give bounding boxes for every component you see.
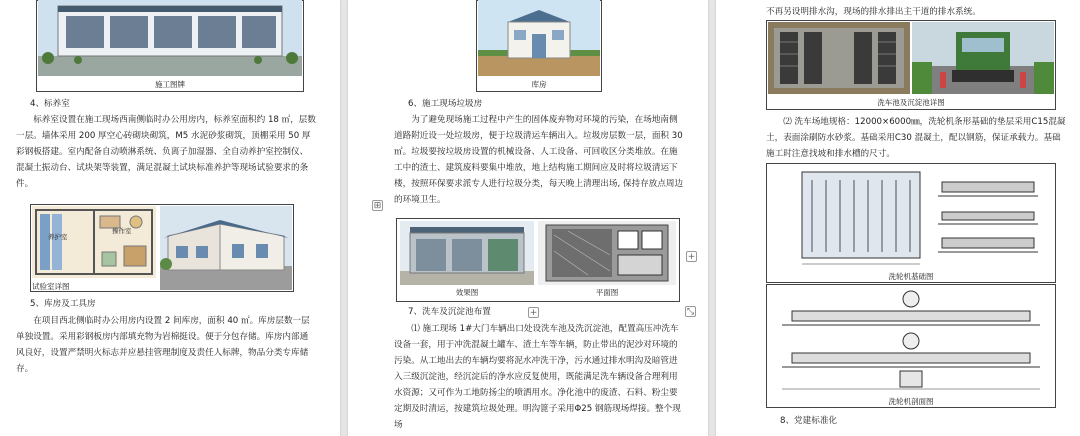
warehouse-paragraph [16, 313, 316, 377]
wash-spec-paragraph [766, 114, 1066, 162]
add-below-icon[interactable]: + [529, 308, 538, 318]
warehouse-text: 在项目西北侧临时办公用房内设置 2 间库房，面积 40 ㎡。库房层数一层单独设置。采用彩钢板房内部填充物为岩棉挺设。便于分包存储。库房内部通风良好，设置严禁明火标志并应悬挂管理制度及责任人标牌，物品分类专库储存。 [16, 316, 310, 374]
lab-caption: 试验室详图 [32, 282, 70, 291]
car-wash-paragraph [394, 321, 686, 433]
garbage-room-paragraph [394, 112, 686, 208]
car-wash-text: ⑴ 施工现场 1#大门车辆出口处设洗车池及洗沉淀池，配置高压冲洗车设备一套，用于冲洗混凝土罐车、渣土车等车辆，防止带出的泥沙对环境的污染。从工地出去的车辆均要将泥水冲洗干净，污水通过排水明沟及暗管进入三级沉淀池，经沉淀后的净水应反复使用，既能满足洗车辆设备合理利用水资源；又可作为工地防扬尘的喷洒用水。净化池中的废渣、石料、粉尘要定期及时清运，按建筑垃圾处理。明沟篦子采用Φ25 钢筋现场焊接。整个现场 [394, 324, 681, 430]
add-row-icon[interactable]: + [687, 252, 696, 262]
effect-image-caption: 效果图 [455, 288, 479, 297]
section-drawing [772, 287, 1050, 393]
warehouse-caption: 库房 [531, 80, 547, 89]
wash-spec-text: ⑵ 洗车场地规格：12000×6000㎜，洗轮机条形基础的垫层采用C15混凝土，表面涂刷防水砂浆。基础采用C30 混凝土，配以钢筋，保证承载力。基础施工时注意找坡和排水槽的尺寸。 [766, 117, 1066, 159]
document-page-3 [716, 0, 1080, 436]
section-heading-car-wash: 7、洗车及沉淀池布置 [408, 307, 491, 317]
drainage-text: 不再另设明排水沟，现场的排水排出主干道的排水系统。 [766, 7, 981, 17]
warehouse-photo [478, 0, 600, 76]
garbage-room-plan-image [538, 221, 676, 285]
drainage-paragraph [766, 4, 1066, 20]
document-page-2 [348, 0, 708, 436]
lab-building-photo [160, 206, 292, 290]
foundation-drawing [772, 166, 1050, 270]
section-heading-curing-room: 4、标养室 [30, 99, 70, 109]
room-label-curing: 养护室 [48, 233, 68, 241]
signboard-caption: 施工图牌 [155, 80, 185, 89]
section-caption: 洗轮机剖面图 [888, 397, 934, 406]
wash-pool-photo-left [768, 22, 910, 94]
lab-floor-plan [32, 206, 156, 278]
layout-options-icon[interactable]: ⊞ [373, 201, 382, 211]
signboard-image [38, 0, 302, 76]
curing-room-paragraph [16, 112, 316, 192]
section-heading-garbage-room: 6、施工现场垃圾房 [408, 99, 483, 109]
document-page-1 [0, 0, 340, 436]
foundation-caption: 洗轮机基础图 [888, 272, 934, 281]
wash-pool-photo-right [912, 22, 1054, 94]
garbage-room-text: 为了避免现场施工过程中产生的固体废弃物对环境的污染，在场地南侧道路附近设一处垃圾房，便于垃圾清运车辆出入。垃圾房层数一层，面积 30 ㎡。垃圾要按垃圾房设置的机械设备、人工设备、可回收区分类堆放。在施工中的渣土、建筑废料要集中堆放，地上结构施工期间应及时将垃圾清运下楼，按照环保要求派专人进行垃圾分类，每天晚上清理出场, 保持存放点周边的环境卫生。 [394, 115, 684, 205]
wash-pool-caption: 洗车池及沉淀池详图 [877, 98, 945, 107]
section-heading-warehouse: 5、库房及工具房 [30, 299, 96, 309]
section-heading-party-building: 8、党建标准化 [780, 416, 838, 426]
garbage-room-effect-image [400, 221, 534, 285]
plan-image-caption: 平面图 [595, 288, 619, 297]
room-label-operation: 操作室 [112, 227, 132, 235]
resize-handle-icon[interactable]: ⤡ [686, 307, 695, 317]
curing-room-text: 标养室设置在施工现场西南侧临时办公用房内，标养室面积约 18 ㎡，层数一层。墙体采用 200 厚空心砖砌块砌筑，M5 水泥砂浆砌筑，顶棚采用 50 厚彩钢板搭建。室内配备自动喷淋系统、负离子加湿器、全自动养护室控制仪、混凝土振动台、试块架等装置，满足混凝土试块标准养护等现场试验要求的条件。 [16, 115, 316, 189]
